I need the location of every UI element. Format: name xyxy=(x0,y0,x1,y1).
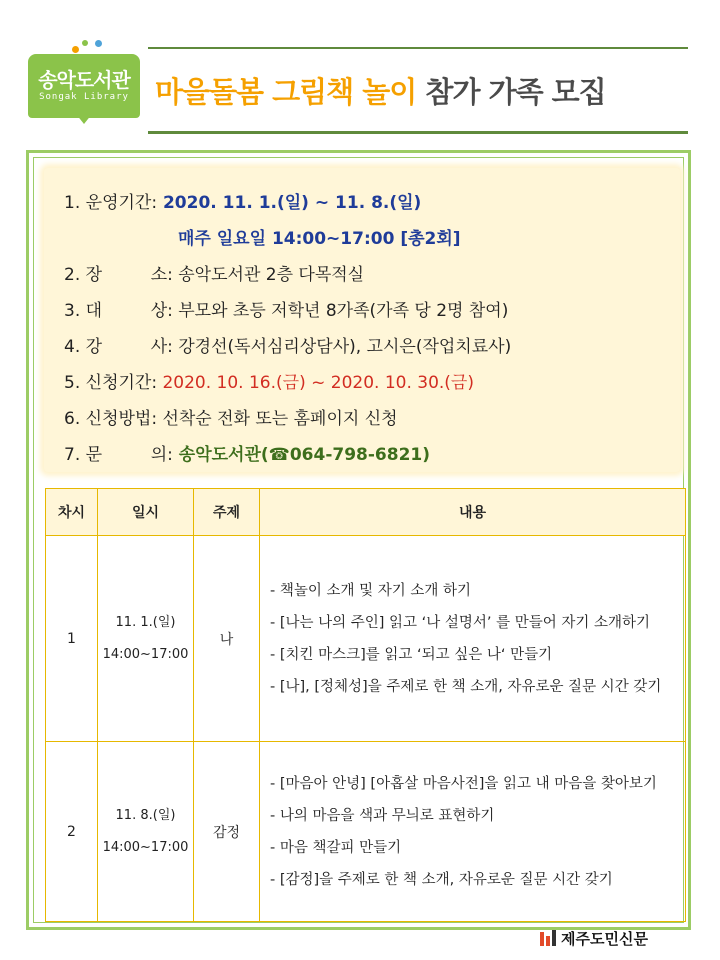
header-session: 차시 xyxy=(46,489,98,536)
content-item: - [치킨 마스크]를 읽고 ‘되고 싶은 나‘ 만들기 xyxy=(270,646,553,663)
item-value: 송악도서관 2층 다목적실 xyxy=(172,265,365,285)
table-header-row xyxy=(46,489,686,536)
content-item: - [감정]을 주제로 한 책 소개, 자유로운 질문 시간 갖기 xyxy=(270,871,613,888)
session-date: 11. 8.(일) xyxy=(115,807,176,823)
item-number: 6. xyxy=(64,409,81,429)
item-number: 1. xyxy=(64,193,81,213)
info-item-period-detail xyxy=(178,224,461,249)
info-item-contact xyxy=(64,440,430,465)
item-label: 운영기간: xyxy=(85,193,158,213)
session-contents xyxy=(260,742,686,922)
info-item-application-method xyxy=(64,404,398,429)
item-number: 4. xyxy=(64,337,81,357)
content-item: - [나], [정체성]을 주제로 한 책 소개, 자유로운 질문 시간 갖기 xyxy=(270,678,662,695)
item-value: 2020. 10. 16.(금) ~ 2020. 10. 30.(금) xyxy=(157,373,474,393)
info-item-target xyxy=(64,296,508,321)
session-time: 14:00~17:00 xyxy=(102,646,189,662)
item-label: 신청방법: xyxy=(85,409,158,429)
publisher-mark xyxy=(540,928,648,949)
logo-dot-green xyxy=(82,40,88,46)
item-label: 신청기간: xyxy=(85,373,158,393)
content-item: - 책놀이 소개 및 자기 소개 하기 xyxy=(270,582,471,599)
item-value: 강경선(독서심리상담사), 고시은(작업치료사) xyxy=(172,337,512,357)
content-item: - 마음 책갈피 만들기 xyxy=(270,839,402,856)
content-item: - 나의 마음을 색과 무늬로 표현하기 xyxy=(270,807,495,824)
item-value: 2020. 11. 1.(일) ~ 11. 8.(일) xyxy=(157,193,422,213)
logo-notch xyxy=(76,114,92,124)
content-item: - [나는 나의 주인] 읽고 ‘나 설명서’ 를 만들어 자기 소개하기 xyxy=(270,614,651,631)
item-label: 대 상: xyxy=(85,301,173,321)
item-value: 선착순 전화 또는 홈페이지 신청 xyxy=(157,409,398,429)
item-label: 강 사: xyxy=(85,337,173,357)
header-bottom-rule xyxy=(148,131,688,134)
session-time: 14:00~17:00 xyxy=(102,839,189,855)
title-highlight: 마을돌봄 그림책 놀이 xyxy=(155,75,417,109)
info-item-place xyxy=(64,260,364,285)
info-item-lecturer xyxy=(64,332,511,357)
item-number: 3. xyxy=(64,301,81,321)
page-title xyxy=(155,70,606,111)
header-top-rule xyxy=(148,47,688,49)
info-item-period xyxy=(64,188,421,213)
schedule-table xyxy=(45,488,686,922)
title-rest: 참가 가족 모집 xyxy=(416,75,606,109)
header-topic: 주제 xyxy=(194,489,260,536)
header-date: 일시 xyxy=(98,489,194,536)
publisher-logo-icon xyxy=(540,930,558,946)
logo-subtitle: Songak Library xyxy=(39,92,129,102)
header-content: 내용 xyxy=(260,489,686,536)
session-contents xyxy=(260,536,686,742)
info-item-application-period xyxy=(64,368,474,393)
item-label: 문 의: xyxy=(85,445,173,465)
session-number: 1 xyxy=(46,536,98,742)
item-number: 5. xyxy=(64,373,81,393)
content-item: - [마음아 안녕] [아홉살 마음사전]을 읽고 내 마음을 찾아보기 xyxy=(270,775,657,792)
item-label: 장 소: xyxy=(85,265,173,285)
logo-dot-blue xyxy=(95,40,102,47)
publisher-name: 제주도민신문 xyxy=(561,930,648,948)
logo-name: 송악도서관 xyxy=(38,68,130,92)
session-date: 11. 1.(일) xyxy=(115,614,176,630)
table-row xyxy=(46,536,686,742)
session-topic: 나 xyxy=(194,536,260,742)
library-logo xyxy=(28,54,140,124)
session-number: 2 xyxy=(46,742,98,922)
item-value: 부모와 초등 저학년 8가족(가족 당 2명 참여) xyxy=(172,301,509,321)
item-value: 송악도서관(☎064-798-6821) xyxy=(172,445,430,465)
table-row xyxy=(46,742,686,922)
session-topic: 감정 xyxy=(194,742,260,922)
item-number: 7. xyxy=(64,445,81,465)
session-datetime xyxy=(98,742,194,922)
item-value-2: 매주 일요일 14:00~17:00 [총2회] xyxy=(178,229,461,249)
logo-dot-orange xyxy=(72,46,79,53)
item-number: 2. xyxy=(64,265,81,285)
session-datetime xyxy=(98,536,194,742)
